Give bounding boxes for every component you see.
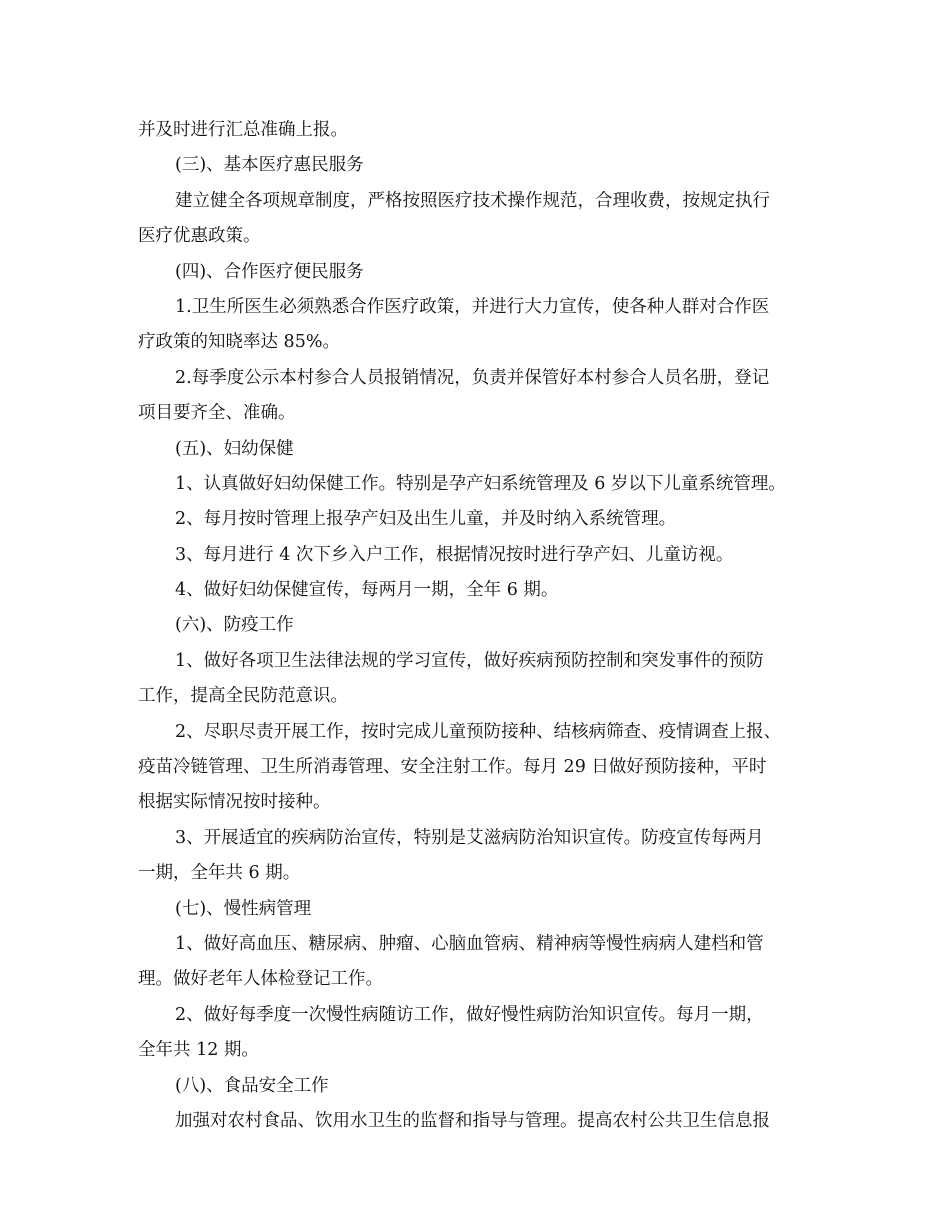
text-line: 4、做好妇幼保健宣传，每两月一期，全年 6 期。 xyxy=(175,580,559,601)
text-line: (八)、食品安全工作 xyxy=(175,1075,329,1096)
text-line: 根据实际情况按时接种。 xyxy=(138,792,331,813)
text-line: 3、每月进行 4 次下乡入户工作，根据情况按时进行孕产妇、儿童访视。 xyxy=(175,544,734,565)
text-line: 1.卫生所医生必须熟悉合作医疗政策，并进行大力宣传，使各种人群对合作医 xyxy=(175,296,770,317)
text-line: (四)、合作医疗便民服务 xyxy=(175,261,364,282)
text-line: (六)、防疫工作 xyxy=(175,615,294,636)
text-line: 全年共 12 期。 xyxy=(138,1040,259,1061)
text-line: 医疗优惠政策。 xyxy=(138,226,261,247)
text-line: 1、认真做好妇幼保健工作。特别是孕产妇系统管理及 6 岁以下儿童系统管理。 xyxy=(175,473,786,494)
text-line: 2、做好每季度一次慢性病随访工作，做好慢性病防治知识宣传。每月一期， xyxy=(175,1004,764,1025)
text-line: (五)、妇幼保健 xyxy=(175,438,294,459)
text-line: 疗政策的知晓率达 85%。 xyxy=(138,332,340,353)
text-line: 理。做好老年人体检登记工作。 xyxy=(138,969,383,990)
text-line: 1、做好各项卫生法律法规的学习宣传，做好疾病预防控制和突发事件的预防 xyxy=(175,650,764,671)
text-line: (七)、慢性病管理 xyxy=(175,898,312,919)
text-line: 加强对农村食品、饮用水卫生的监督和指导与管理。提高农村公共卫生信息报 xyxy=(175,1110,770,1131)
text-line: 2、每月按时管理上报孕产妇及出生儿童，并及时纳入系统管理。 xyxy=(175,509,677,530)
text-line: 并及时进行汇总准确上报。 xyxy=(138,120,348,140)
text-line: 工作，提高全民防范意识。 xyxy=(138,686,348,707)
text-line: 2.每季度公示本村参合人员报销情况，负责并保管好本村参合人员名册，登记 xyxy=(175,367,770,388)
text-line: 1、做好高血压、糖尿病、肿瘤、心脑血管病、精神病等慢性病病人建档和管 xyxy=(175,933,764,954)
document-body xyxy=(138,113,818,1139)
text-line: 建立健全各项规章制度，严格按照医疗技术操作规范，合理收费，按规定执行 xyxy=(175,190,770,211)
text-line: 2、尽职尽责开展工作，按时完成儿童预防接种、结核病筛查、疫情调查上报、 xyxy=(175,721,782,742)
text-line: 一期，全年共 6 期。 xyxy=(138,863,301,884)
text-line: 项目要齐全、准确。 xyxy=(138,403,296,424)
text-line: 3、开展适宜的疾病防治宣传，特别是艾滋病防治知识宣传。防疫宣传每两月 xyxy=(175,827,764,848)
text-line: (三)、基本医疗惠民服务 xyxy=(175,155,364,176)
text-line: 疫苗冷链管理、卫生所消毒管理、安全注射工作。每月 29 日做好预防接种，平时 xyxy=(138,757,767,778)
